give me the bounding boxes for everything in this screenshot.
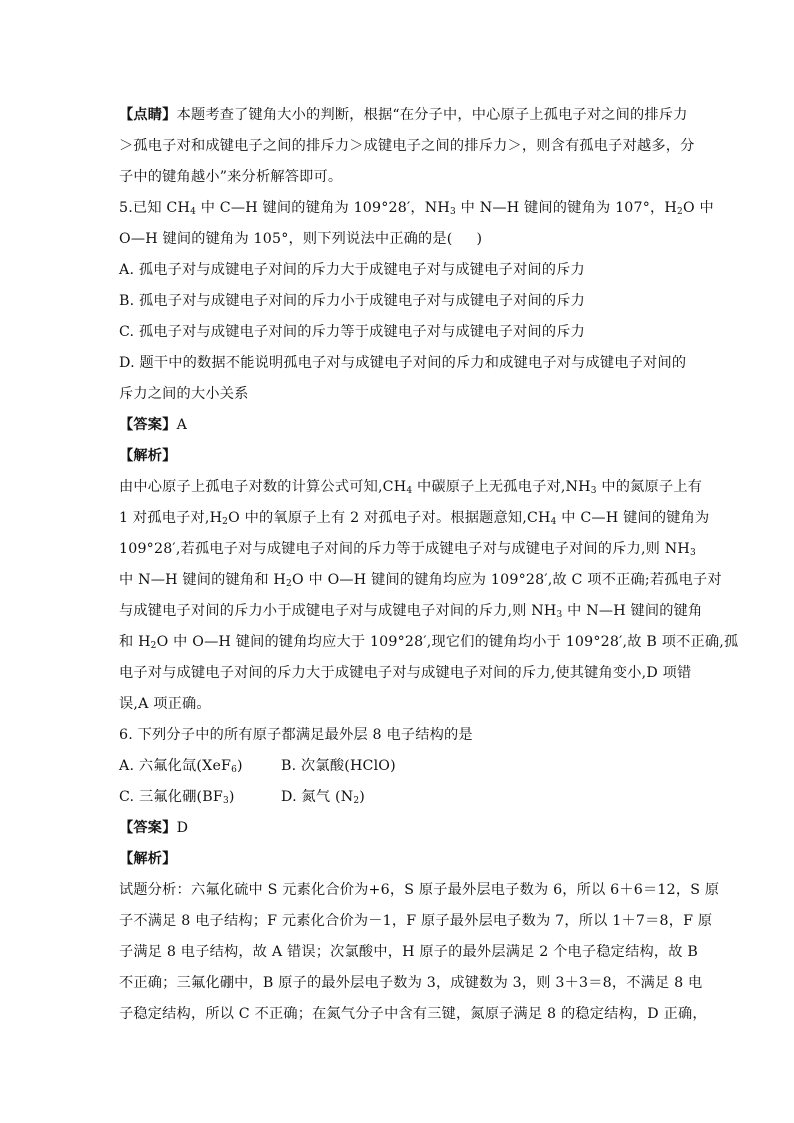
q6-analysis-line-3: 子满足 8 电子结构，故 A 错误；次氯酸中，H 原子的最外层满足 2 个电子稳定结构，故 B — [119, 944, 698, 960]
subscript: 2 — [677, 207, 683, 217]
q5-analysis-line-8 — [119, 689, 684, 720]
q5-analysis-line-6 — [119, 627, 739, 658]
q6-option-b: B. 次氯酸(HClO) — [281, 758, 396, 774]
option-text: A. 六氟化氙(XeF — [119, 758, 232, 774]
q5-analysis-line-1 — [119, 472, 703, 503]
analysis-text: 1 对孤电子对,H — [119, 510, 223, 526]
q6-analysis-line-2: 子不满足 8 电子结构；F 元素化合价为－1，F 原子最外层电子数为 7，所以 1＋7＝8，F 原 — [119, 913, 713, 929]
analysis-text: O 中 O—H 键间的键角均应为 109°28′,故 C 项不正确;若孤电子对 — [291, 572, 722, 588]
subscript: 2 — [353, 796, 360, 806]
subscript: 3 — [590, 486, 597, 496]
q6-answer — [119, 813, 684, 844]
q5-stem-text: ) — [476, 231, 483, 247]
dianjing-line-1 — [119, 100, 688, 131]
q5-stem-line-1 — [119, 193, 714, 224]
q5-option-b: B. 孤电子对与成键电子对间的斥力小于成键电子对与成键电子对间的斥力 — [119, 293, 586, 309]
subscript: 4 — [406, 486, 413, 496]
subscript: 2 — [150, 641, 157, 651]
subscript: 4 — [190, 207, 196, 217]
q6-stem: 6. 下列分子中的所有原子都满足最外层 8 电子结构的是 — [119, 727, 473, 743]
option-text: ) — [228, 789, 235, 805]
q5-stem-text: O 中 — [682, 200, 714, 216]
q5-analysis-line-7 — [119, 658, 692, 689]
q6-option-row-2 — [119, 782, 684, 813]
analysis-text: 电子对与成键电子对间的斥力大于成键电子对与成键电子对间的斥力,使其键角变小,D 项错 — [119, 665, 692, 681]
subscript: 3 — [556, 610, 563, 620]
q6-option-c — [119, 789, 235, 805]
analysis-text: 与成键电子对间的斥力小于成键电子对与成键电子对间的斥力,则 NH — [119, 603, 557, 619]
analysis-text: 中 N—H 键间的键角和 H — [119, 572, 286, 588]
q5-stem-line-2 — [119, 224, 684, 255]
q5-analysis-line-3 — [119, 534, 696, 565]
q5-analysis-line-2 — [119, 503, 710, 534]
subscript: 2 — [286, 579, 292, 589]
analysis-text: 中 N—H 键间的键角 — [562, 603, 703, 619]
answer-value: D — [176, 820, 189, 836]
document-body — [119, 100, 739, 1030]
subscript: 6 — [231, 765, 238, 775]
analysis-text: 中碳原子上无孤电子对,NH — [412, 479, 591, 495]
answer-label: 【答案】 — [119, 820, 177, 836]
subscript: 3 — [689, 548, 696, 558]
dianjing-text: 本题考查了键角大小的判断，根据“在分子中，中心原子上孤电子对之间的排斥力 — [176, 107, 688, 123]
option-text: D. 氮气 (N — [281, 789, 354, 805]
analysis-text: O 中 O—H 键间的键角均应大于 109°28′,现它们的键角均小于 109°28′,故 B 项不正确,孤 — [156, 634, 739, 650]
q5-option-d-cont: 斥力之间的大小关系 — [119, 386, 249, 402]
analysis-text: 由中心原子上孤电子对数的计算公式可知,CH — [119, 479, 407, 495]
analysis-text: 109°28′,若孤电子对与成键电子对间的斥力等于成键电子对与成键电子对间的斥力,则 NH — [119, 541, 690, 557]
dianjing-label: 【点睛】 — [119, 107, 177, 123]
q6-option-a — [119, 758, 243, 774]
dianjing-line-3: 子中的键角越小”来分析解答即可。 — [119, 169, 343, 185]
option-text: ) — [359, 789, 366, 805]
analysis-text: 误,A 项正确。 — [119, 696, 211, 712]
q6-analysis-line-1: 试题分析：六氟化硫中 S 元素化合价为+6，S 原子最外层电子数为 6，所以 6＋6＝12，S 原 — [119, 882, 720, 898]
subscript: 3 — [222, 796, 229, 806]
q5-stem-text: 中 C—H 键间的键角为 109°28′，NH — [196, 200, 450, 216]
analysis-text: O 中的氧原子上有 2 对孤电子对。根据题意知,CH — [228, 510, 551, 526]
answer-value: A — [176, 417, 188, 433]
q6-option-row-1 — [119, 751, 684, 782]
q5-stem-text: 5.已知 CH — [119, 200, 191, 216]
q5-stem-text: 中 N—H 键间的键角为 107°，H — [455, 200, 677, 216]
q5-analysis-label: 【解析】 — [119, 448, 177, 464]
q5-option-c: C. 孤电子对与成键电子对间的斥力等于成键电子对与成键电子对间的斥力 — [119, 324, 585, 340]
q6-analysis-label: 【解析】 — [119, 851, 177, 867]
option-text: ) — [237, 758, 243, 774]
option-text: C. 三氟化硼(BF — [119, 789, 223, 805]
analysis-text: 和 H — [119, 634, 151, 650]
analysis-text: 中的氮原子上有 — [596, 479, 703, 495]
q5-option-d: D. 题干中的数据不能说明孤电子对与成键电子对间的斥力和成键电子对与成键电子对间的 — [119, 355, 687, 371]
q6-analysis-line-5: 子稳定结构，所以 C 不正确；在氮气分子中含有三键，氮原子满足 8 的稳定结构，D 正确， — [119, 1006, 707, 1022]
q5-stem-text: O—H 键间的键角为 105°，则下列说法中正确的是( — [119, 231, 453, 247]
q5-analysis-line-4 — [119, 565, 722, 596]
q5-analysis-line-5 — [119, 596, 703, 627]
answer-label: 【答案】 — [119, 417, 177, 433]
subscript: 3 — [450, 207, 456, 217]
q6-analysis-line-4: 不正确；三氟化硼中，B 原子的最外层电子数为 3，成键数为 3，则 3＋3＝8，不满足 8 电 — [119, 975, 703, 991]
q6-option-d — [281, 782, 365, 813]
subscript: 4 — [550, 517, 557, 527]
q5-option-a: A. 孤电子对与成键电子对间的斥力大于成键电子对与成键电子对间的斥力 — [119, 262, 585, 278]
analysis-text: 中 C—H 键间的键角为 — [556, 510, 710, 526]
subscript: 2 — [222, 517, 229, 527]
q5-answer — [119, 410, 684, 441]
dianjing-line-2: ＞孤电子对和成键电子之间的排斥力＞成键电子之间的排斥力＞，则含有孤电子对越多，分 — [119, 138, 695, 154]
